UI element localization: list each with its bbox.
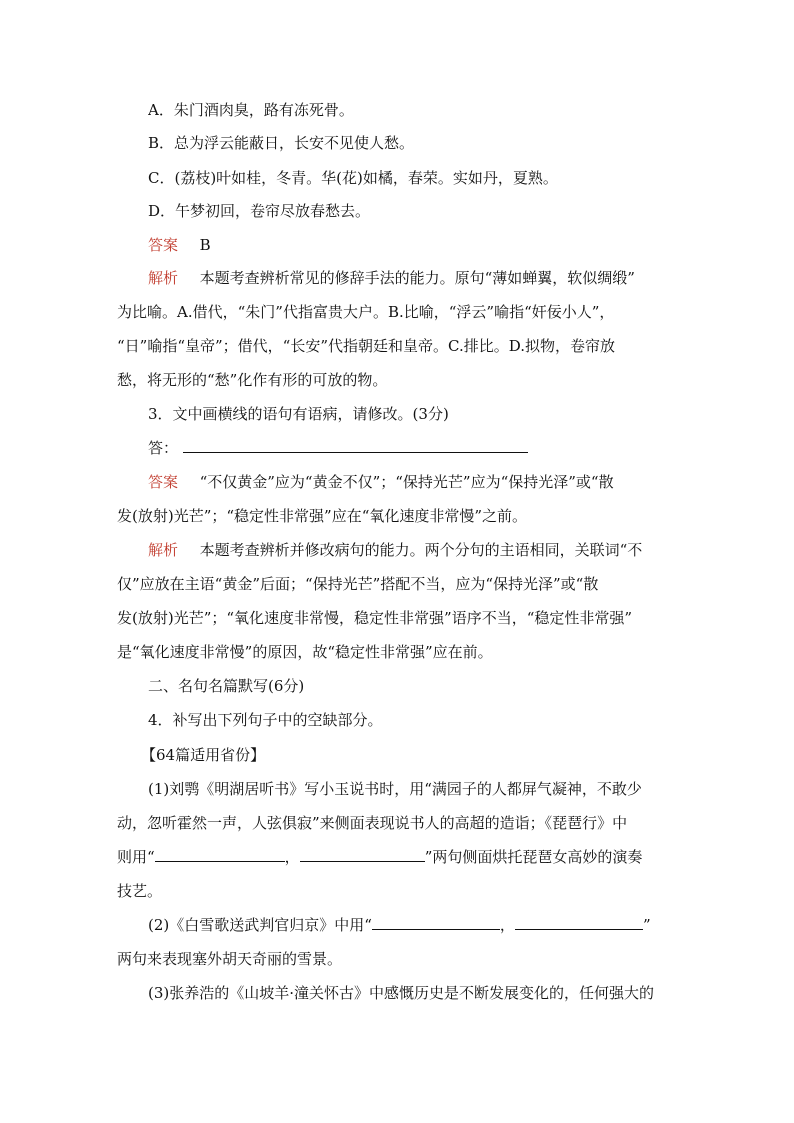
answer-label: 答案 xyxy=(148,236,179,254)
item-2-suffix: ” xyxy=(642,916,651,934)
item-1-line-1: (1)刘鹗《明湖居听书》写小玉说书时，用“满园子的人都屏气凝神，不敢少 xyxy=(148,780,642,798)
explanation-3-line-1 xyxy=(148,540,682,560)
option-c: C．(荔枝)叶如桂，冬青。华(花)如橘，春荣。实如丹，夏熟。 xyxy=(148,169,558,187)
answer-value: B xyxy=(199,236,211,254)
answer-text: “不仅黄金”应为“黄金不仅”；“保持光芒”应为“保持光泽”或“散 xyxy=(199,473,614,491)
section-2-heading: 二、名句名篇默写(6分) xyxy=(148,677,305,695)
option-a: A．朱门酒肉臭，路有冻死骨。 xyxy=(148,101,354,119)
explanation-3-line-2: 仅”应放在主语“黄金”后面；“保持光芒”搭配不当，应为“保持光泽”或“散 xyxy=(117,575,599,593)
option-b: B．总为浮云能蔽日，长安不见使人愁。 xyxy=(148,134,415,152)
item-2-separator: ， xyxy=(499,916,515,934)
applicable-provinces-note: 【64篇适用省份】 xyxy=(141,746,266,764)
item-1-suffix: ”两句侧面烘托琵琶女高妙的演奏 xyxy=(424,848,643,866)
answer-blank-line[interactable] xyxy=(183,438,528,453)
explanation-2-line-1 xyxy=(148,268,682,288)
explanation-3-line-3: 发(放射)光芒”；“氧化速度非常慢，稳定性非常强”语序不当，“稳定性非常强” xyxy=(117,609,633,627)
item-3-line-1: (3)张养浩的《山坡羊·潼关怀古》中感慨历史是不断发展变化的，任何强大的 xyxy=(148,984,655,1002)
item-1-line-3 xyxy=(117,847,682,867)
explanation-3-line-4: 是“氧化速度非常慢”的原因，故“稳定性非常强”应在前。 xyxy=(117,643,493,661)
question-4: 4．补写出下列句子中的空缺部分。 xyxy=(148,711,383,729)
explanation-2-line-2: 为比喻。A.借代，“朱门”代指富贵大户。B.比喻，“浮云”喻指“奸佞小人”， xyxy=(117,303,615,321)
item-1-prefix: 则用“ xyxy=(117,848,155,866)
answer-prefix: 答： xyxy=(148,439,179,457)
item-1-separator: ， xyxy=(284,848,300,866)
fill-blank-3[interactable] xyxy=(372,915,500,930)
item-1-line-2: 动，忽听霍然一声，人弦俱寂”来侧面表现说书人的高超的造诣；《琵琶行》中 xyxy=(117,814,628,832)
fill-blank-1[interactable] xyxy=(155,847,285,862)
explanation-2-line-4: 愁，将无形的“愁”化作有形的可放的物。 xyxy=(117,371,388,389)
option-d: D．午梦初回，卷帘尽放春愁去。 xyxy=(148,202,371,220)
answer-2 xyxy=(148,235,682,255)
item-2-line-1 xyxy=(148,915,682,935)
answer-3-line-1 xyxy=(148,472,682,492)
item-2-prefix: (2)《白雪歌送武判官归京》中用“ xyxy=(148,916,372,934)
explanation-text: 本题考查辨析常见的修辞手法的能力。原句“薄如蝉翼，软似绸缎” xyxy=(199,269,635,287)
explanation-2-line-3: “日”喻指“皇帝”；借代，“长安”代指朝廷和皇帝。C.排比。D.拟物，卷帘放 xyxy=(117,337,615,355)
item-2-line-2: 两句来表现塞外胡天奇丽的雪景。 xyxy=(117,950,343,968)
fill-blank-4[interactable] xyxy=(515,915,643,930)
question-3: 3．文中画横线的语句有语病，请修改。(3分) xyxy=(148,405,449,423)
explanation-label: 解析 xyxy=(148,541,179,559)
item-1-line-4: 技艺。 xyxy=(117,882,163,900)
explanation-label: 解析 xyxy=(148,269,179,287)
explanation-text: 本题考查辨析并修改病句的能力。两个分句的主语相同，关联词“不 xyxy=(199,541,643,559)
answer-label: 答案 xyxy=(148,473,179,491)
answer-3-line-2: 发(放射)光芒”；“稳定性非常强”应在“氧化速度非常慢”之前。 xyxy=(117,507,528,525)
fill-blank-2[interactable] xyxy=(300,847,425,862)
answer-3-blank-row xyxy=(148,438,682,458)
